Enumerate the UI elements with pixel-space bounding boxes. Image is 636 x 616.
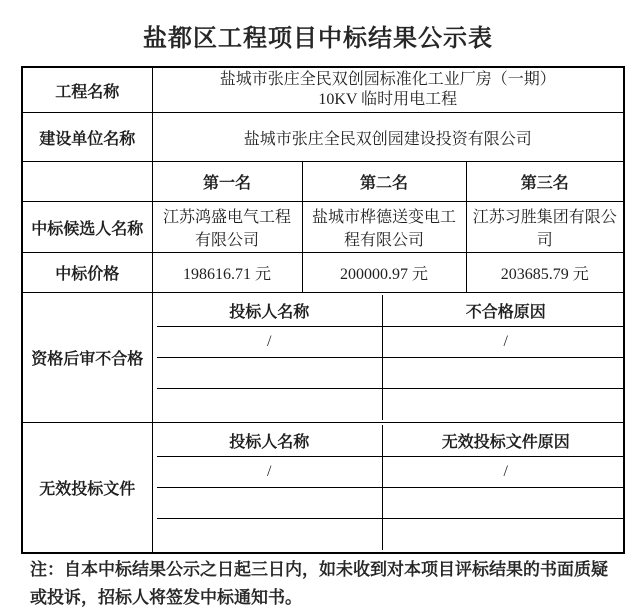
reason-cell: / — [383, 456, 625, 487]
footnote-line1: 注：自本中标结果公示之日起三日内，如未收到对本项目评标结果的书面质疑 — [30, 560, 608, 579]
post-qualification-subtable — [157, 295, 625, 420]
project-name-row — [22, 67, 624, 113]
prices-label: 中标价格 — [22, 253, 152, 293]
bidder-name-cell: / — [157, 326, 383, 357]
rank-third-header: 第三名 — [466, 162, 624, 202]
project-name-label: 工程名称 — [22, 67, 152, 113]
bid-results-table — [21, 66, 625, 554]
invalid-bids-label: 无效投标文件 — [22, 423, 152, 554]
bidder-name-cell — [157, 358, 383, 389]
reason-cell — [383, 358, 625, 389]
reason-cell — [383, 519, 625, 550]
footnote — [30, 556, 620, 612]
post-qualification-data-row — [157, 389, 625, 420]
project-name-line1: 盐城市张庄全民双创园标准化工业厂房（一期） — [219, 71, 556, 88]
reason-cell — [383, 488, 625, 519]
reason-cell: / — [383, 326, 625, 357]
bidder-name-cell: / — [157, 456, 383, 487]
bidder-name-cell — [157, 519, 383, 550]
project-name-line2: 10KV 临时用电工程 — [318, 91, 458, 108]
invalid-bids-data-row — [157, 456, 625, 487]
rank-second-header: 第二名 — [302, 162, 466, 202]
post-qualification-subheader-row — [157, 295, 625, 326]
candidates-label: 中标候选人名称 — [22, 202, 152, 253]
corner-cell — [22, 162, 152, 202]
candidate-third: 江苏习胜集团有限公司 — [466, 202, 624, 253]
invalid-bids-row — [22, 423, 624, 554]
invalid-bids-data-row — [157, 488, 625, 519]
post-qualification-label: 资格后审不合格 — [22, 293, 152, 423]
candidate-second: 盐城市桦德送变电工程有限公司 — [302, 202, 466, 253]
footnote-line2: 或投诉，招标人将签发中标通知书。 — [30, 588, 302, 607]
candidates-row — [22, 202, 624, 253]
invalid-bids-data-row — [157, 519, 625, 550]
rank-first-header: 第一名 — [152, 162, 302, 202]
bidder-name-header: 投标人名称 — [157, 425, 383, 456]
owner-value: 盐城市张庄全民双创园建设投资有限公司 — [152, 113, 624, 162]
page-title: 盐都区工程项目中标结果公示表 — [143, 25, 493, 52]
owner-row — [22, 113, 624, 162]
post-qualification-subtable-cell — [152, 293, 624, 423]
post-qualification-row — [22, 293, 624, 423]
invalid-bids-subtable-cell — [152, 423, 624, 554]
price-first: 198616.71 元 — [152, 253, 302, 293]
post-qualification-data-row — [157, 358, 625, 389]
project-name-value — [152, 67, 624, 113]
invalid-bids-subtable — [157, 425, 625, 550]
post-qualification-data-row — [157, 326, 625, 357]
reason-cell — [383, 389, 625, 420]
disqualification-reason-header: 不合格原因 — [383, 295, 625, 326]
owner-label: 建设单位名称 — [22, 113, 152, 162]
rank-header-row — [22, 162, 624, 202]
invalid-bids-subheader-row — [157, 425, 625, 456]
prices-row — [22, 253, 624, 293]
bidder-name-cell — [157, 389, 383, 420]
price-second: 200000.97 元 — [302, 253, 466, 293]
bidder-name-cell — [157, 488, 383, 519]
price-third: 203685.79 元 — [466, 253, 624, 293]
bidder-name-header: 投标人名称 — [157, 295, 383, 326]
invalid-reason-header: 无效投标文件原因 — [383, 425, 625, 456]
candidate-first: 江苏鸿盛电气工程有限公司 — [152, 202, 302, 253]
